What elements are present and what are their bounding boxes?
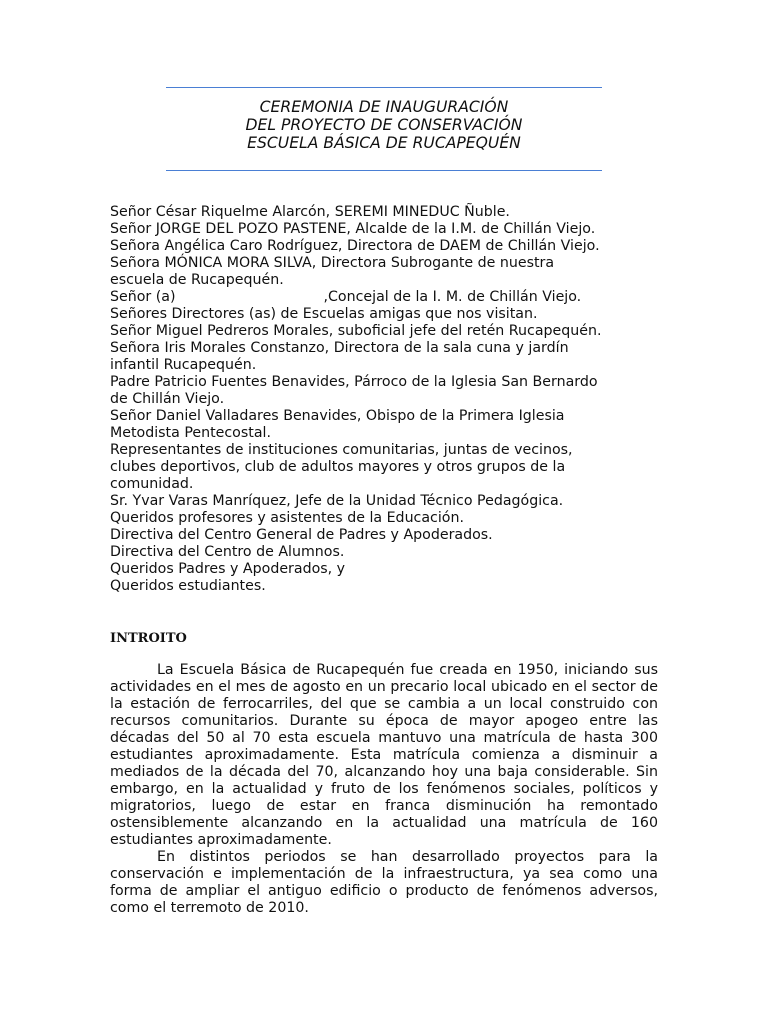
salutation-line: Señor Miguel Pedreros Morales, suboficial jefe del retén Rucapequén. (110, 323, 602, 339)
document-title (160, 98, 608, 152)
title-line-3: ESCUELA BÁSICA DE RUCAPEQUÉN (247, 134, 521, 152)
salutation-concejal-prefix: Señor (a) (110, 289, 176, 305)
salutation-line: Señor JORGE DEL POZO PASTENE, Alcalde de la I.M. de Chillán Viejo. (110, 221, 596, 237)
salutation-line: Señora MÓNICA MORA SILVA, Directora Subrogante de nuestra (110, 255, 555, 271)
salutation-line: Sr. Yvar Varas Manríquez, Jefe de la Unidad Técnico Pedagógica. (110, 493, 564, 509)
section-heading-introito: INTROITO (110, 631, 187, 646)
salutation-line-concejal (110, 289, 670, 306)
salutation-line: comunidad. (110, 476, 194, 492)
salutation-line: Señor César Riquelme Alarcón, SEREMI MINEDUC Ñuble. (110, 204, 510, 220)
salutation-line: escuela de Rucapequén. (110, 272, 284, 288)
salutation-line: Queridos estudiantes. (110, 578, 266, 594)
salutation-line: de Chillán Viejo. (110, 391, 225, 407)
salutations-list (110, 204, 670, 595)
salutation-line: Señora Iris Morales Constanzo, Directora de la sala cuna y jardín (110, 340, 569, 356)
salutation-line: clubes deportivos, club de adultos mayores y otros grupos de la (110, 459, 566, 475)
title-top-rule (166, 87, 602, 88)
salutation-line: Señores Directores (as) de Escuelas amigas que nos visitan. (110, 306, 538, 322)
salutation-line: Padre Patricio Fuentes Benavides, Párroco de la Iglesia San Bernardo (110, 374, 598, 390)
salutation-line: Directiva del Centro General de Padres y Apoderados. (110, 527, 493, 543)
title-line-1: CEREMONIA DE INAUGURACIÓN (259, 98, 509, 116)
introito-body (110, 662, 658, 917)
body-paragraph: En distintos periodos se han desarrollado proyectos para la conservación e implementación de la infraestructura, ya sea como una forma de ampliar el antiguo edificio o producto de fenómenos adversos, como el terremoto de 2010. (110, 849, 658, 916)
salutation-line: Metodista Pentecostal. (110, 425, 271, 441)
body-paragraph: La Escuela Básica de Rucapequén fue creada en 1950, iniciando sus actividades en el mes de agosto en un precario local ubicado en el sector de la estación de ferrocarriles, del que se cambia a un local construido con recursos comunitarios. Durante su época de mayor apogeo entre las décadas del 50 al 70 esta escuela mantuvo una matrícula de hasta 300 estudiantes aproximadamente. Esta matrícula comienza a disminuir a mediados de la década del 70, alcanzando hoy una baja considerable. Sin embargo, en la actualidad y fruto de los fenómenos sociales, políticos y migratorios, luego de estar en franca disminución ha remontado ostensiblemente alcanzando en la actualidad una matrícula de 160 estudiantes aproximadamente. (110, 662, 658, 848)
salutation-line: Queridos profesores y asistentes de la Educación. (110, 510, 464, 526)
salutation-concejal-suffix: ,Concejal de la I. M. de Chillán Viejo. (323, 289, 582, 305)
salutation-line: Queridos Padres y Apoderados, y (110, 561, 346, 577)
salutation-line: Directiva del Centro de Alumnos. (110, 544, 345, 560)
salutation-line: infantil Rucapequén. (110, 357, 257, 373)
title-line-2: DEL PROYECTO DE CONSERVACIÓN (245, 116, 523, 134)
salutation-line: Representantes de instituciones comunitarias, juntas de vecinos, (110, 442, 573, 458)
salutation-line: Señor Daniel Valladares Benavides, Obispo de la Primera Iglesia (110, 408, 565, 424)
title-bottom-rule (166, 170, 602, 171)
salutation-line: Señora Angélica Caro Rodríguez, Directora de DAEM de Chillán Viejo. (110, 238, 600, 254)
